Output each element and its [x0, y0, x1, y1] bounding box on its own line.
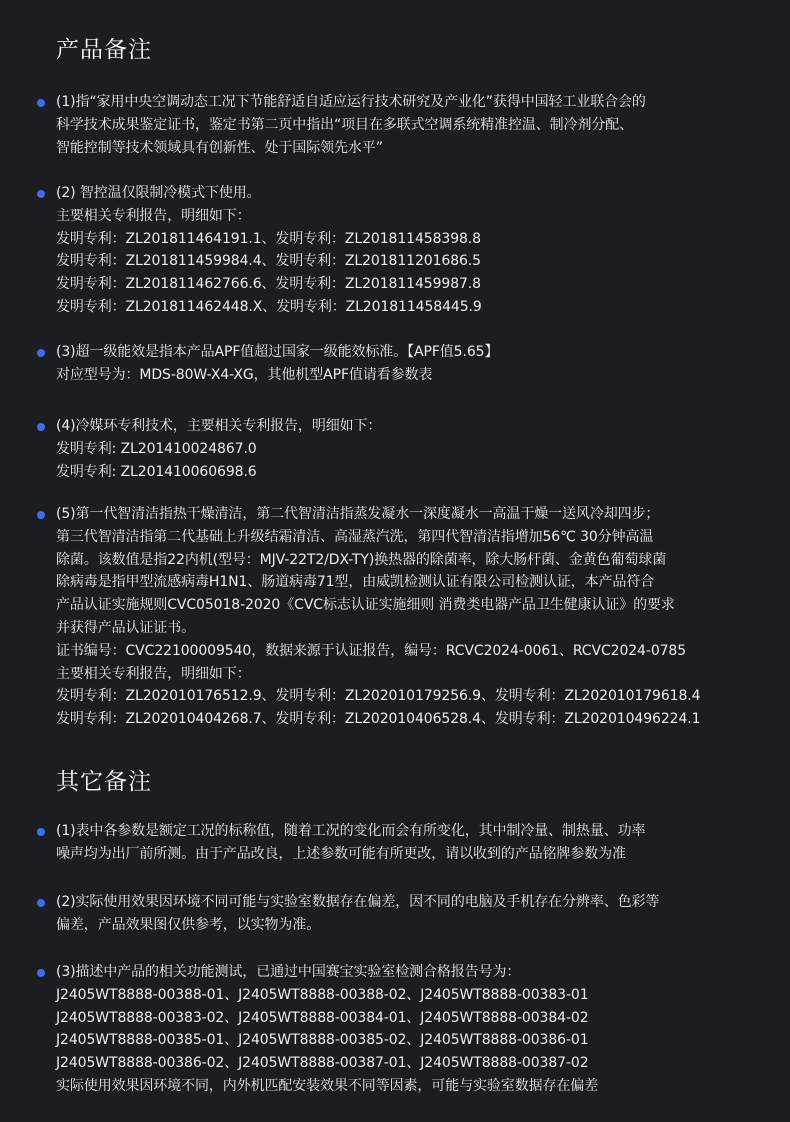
product-note-2 [37, 182, 777, 319]
bullet-dot-icon [37, 99, 45, 107]
note-line: 对应型号为：MDS-80W-X4-XG，其他机型APF值请看参数表 [56, 366, 433, 383]
note-line: 发明专利：ZL202010404268.7、发明专利：ZL202010406528.4、发明专利：ZL202010496224.1 [56, 711, 701, 728]
note-line: 主要相关专利报告，明细如下： [56, 665, 251, 682]
note-line: 发明专利：ZL201811459984.4、发明专利：ZL201811201686.5 [56, 253, 481, 270]
note-line: J2405WT8888-00386-02、J2405WT8888-00387-01、J2405WT8888-00387-02 [56, 1055, 589, 1072]
note-line: 噪声均为出厂前所测。由于产品改良，上述参数可能有所更改，请以收到的产品铭牌参数为准 [56, 845, 626, 862]
note-line: (3)超一级能效是指本产品APF值超过国家一级能效标准。【APF值5.65】 [56, 344, 499, 360]
product-note-3 [37, 341, 777, 387]
bullet-dot-icon [37, 969, 45, 977]
product-note-4 [37, 415, 777, 483]
note-line: 发明专利：ZL202010176512.9、发明专利：ZL202010179256.9、发明专利：ZL202010179618.4 [56, 688, 701, 705]
note-line: 发明专利: ZL201410024867.0 [56, 440, 257, 457]
bullet-dot-icon [37, 828, 45, 836]
note-line: 发明专利: ZL201410060698.6 [56, 463, 257, 480]
note-line: J2405WT8888-00388-01、J2405WT8888-00388-02、J2405WT8888-00383-01 [56, 986, 589, 1003]
note-line: 科学技术成果鉴定证书，鉴定书第二页中指出“项目在多联式空调系统精准控温、制冷剂分配、 [56, 116, 634, 133]
note-line: (1)指“家用中央空调动态工况下节能舒适自适应运行技术研究及产业化”获得中国轻工业联合会的 [56, 94, 646, 110]
note-line: 证书编号：CVC22100009540，数据来源于认证报告，编号：RCVC2024-0061、RCVC2024-0785 [56, 642, 687, 659]
note-line: 并获得产品认证证书。 [56, 619, 195, 636]
bullet-dot-icon [37, 190, 45, 198]
note-line: 主要相关专利报告，明细如下： [56, 207, 251, 224]
note-line: J2405WT8888-00385-01、J2405WT8888-00385-02、J2405WT8888-00386-01 [56, 1032, 589, 1049]
note-line: 除病毒是指甲型流感病毒H1N1、肠道病毒71型，由威凯检测认证有限公司检测认证，本产品符合 [56, 574, 655, 591]
note-line: 实际使用效果因环境不同，内外机匹配安装效果不同等因素，可能与实验室数据存在偏差 [56, 1077, 599, 1094]
bullet-dot-icon [37, 899, 45, 907]
note-line: (2) 智控温仅限制冷模式下使用。 [56, 185, 261, 201]
product-note-5 [37, 503, 777, 731]
note-line: 偏差，产品效果图仅供参考，以实物为准。 [56, 916, 321, 933]
product-notes-title: 产品备注 [56, 37, 152, 63]
other-note-1 [37, 820, 777, 866]
note-line: 第三代智清洁指第二代基础上升级结霜清洁、高湿蒸汽洗，第四代智清洁指增加56℃ 30分钟高温 [56, 528, 654, 545]
bullet-dot-icon [37, 511, 45, 519]
product-note-1 [37, 91, 777, 159]
other-note-2 [37, 891, 777, 937]
note-line: (5)第一代智清洁指热干燥清洁，第二代智清洁指蒸发凝水一深度凝水一高温干燥一送风冷却四步； [56, 506, 660, 522]
note-line: (3)描述中产品的相关功能测试，已通过中国赛宝实验室检测合格报告号为： [56, 964, 521, 980]
note-line: 发明专利：ZL201811462766.6、发明专利：ZL201811459987.8 [56, 276, 481, 293]
bullet-dot-icon [37, 423, 45, 431]
note-line: (2)实际使用效果因环境不同可能与实验室数据存在偏差，因不同的电脑及手机存在分辨率、色彩等 [56, 894, 660, 910]
note-line: 发明专利：ZL201811462448.X、发明专利：ZL201811458445.9 [56, 298, 482, 315]
note-line: (4)冷媒环专利技术，主要相关专利报告，明细如下： [56, 418, 382, 434]
note-line: (1)表中各参数是额定工况的标称值，随着工况的变化而会有所变化，其中制冷量、制热量、功率 [56, 823, 646, 839]
other-notes-title: 其它备注 [56, 769, 152, 795]
note-line: 产品认证实施规则CVC05018-2020《CVC标志认证实施细则 消费类电器产品卫生健康认证》的要求 [56, 597, 675, 614]
other-note-3 [37, 961, 777, 1098]
note-line: 智能控制等技术领域具有创新性、处于国际领先水平” [56, 139, 383, 156]
note-line: J2405WT8888-00383-02、J2405WT8888-00384-01、J2405WT8888-00384-02 [56, 1009, 589, 1026]
note-line: 除菌。该数值是指22内机(型号：MJV-22T2/DX-TY)换热器的除菌率，除大肠杆菌、金黄色葡萄球菌 [56, 551, 667, 568]
note-line: 发明专利：ZL201811464191.1、发明专利：ZL201811458398.8 [56, 230, 481, 247]
bullet-dot-icon [37, 349, 45, 357]
